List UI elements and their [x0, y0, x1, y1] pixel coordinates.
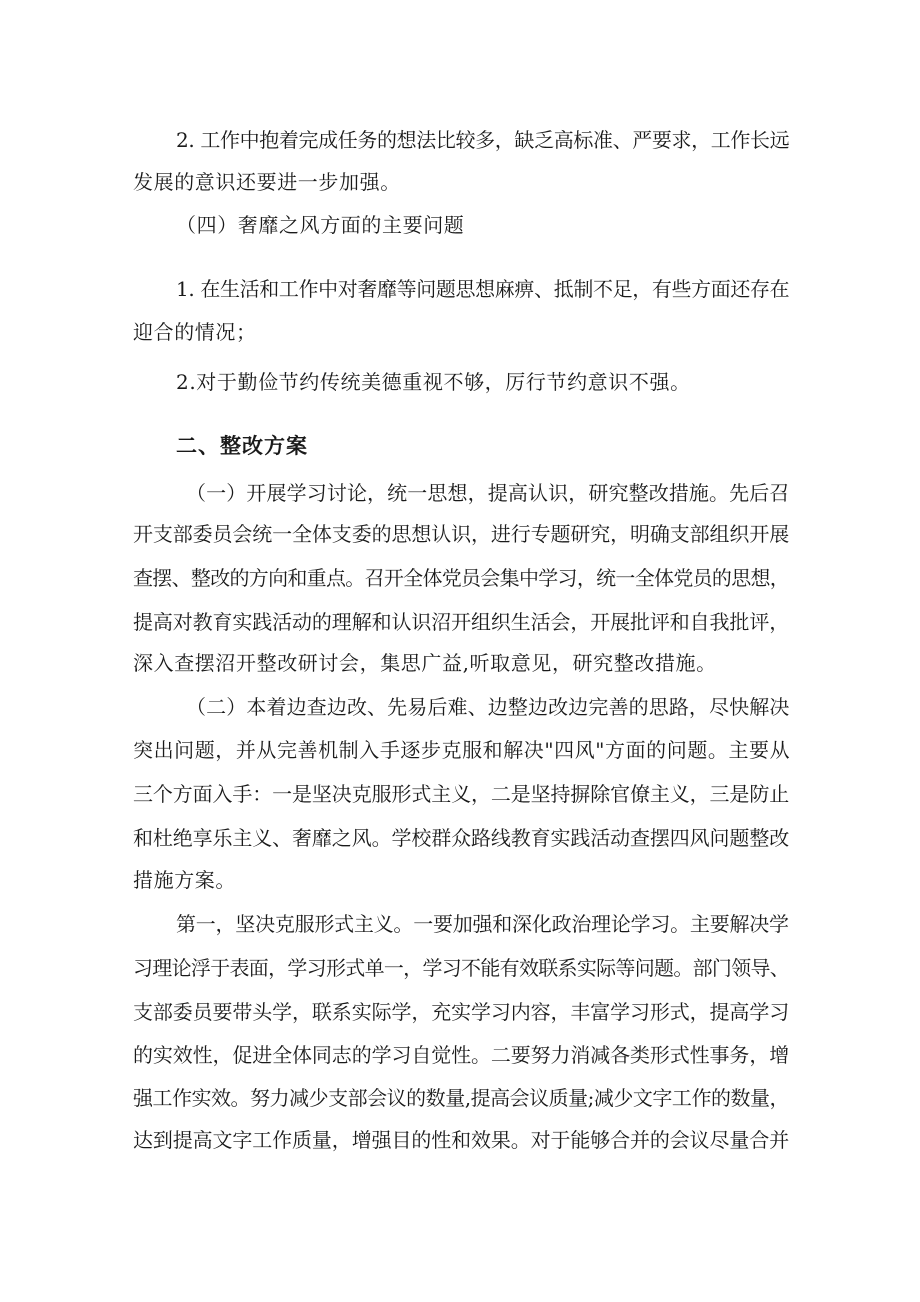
list-item-line: 迎合的情况； — [133, 320, 257, 344]
list-item-line: 2.对于勤俭节约传统美德重视不够，厉行节约意识不强。 — [176, 370, 691, 394]
paragraph-line: 强工作实效。努力减少支部会议的数量,提高会议质量;减少文字工作的数量， — [133, 1086, 790, 1110]
paragraph-line: 的实效性，促进全体同志的学习自觉性。二要努力消减各类形式性事务，增 — [133, 1043, 790, 1067]
paragraph-line: 提高对教育实践活动的理解和认识沼开组织生活会，开展批评和自我批评， — [133, 610, 790, 634]
paragraph-line: 达到提高文字工作质量，增强目的性和效果。对于能够合并的会议尽量合并 — [133, 1128, 790, 1152]
paragraph-line: 突出问题，并从完善机制入手逐步克服和解决"四风"方面的问题。主要从 — [133, 738, 791, 762]
section-heading: 二、整改方案 — [176, 434, 308, 458]
paragraph-line: 深入查摆沼开整改研讨会，集思广益,听取意见，研究整改措施。 — [133, 651, 717, 675]
paragraph-line: 和杜绝享乐主义、奢靡之风。学校群众路线教育实践活动查摆四风问题整改 — [133, 826, 790, 850]
paragraph-line: （二）本着边查边改、先易后难、边整边改边完善的思路，尽快解决 — [186, 695, 790, 719]
paragraph-line: 查摆、整改的方向和重点。召开全体党员会集中学习，统一全体党员的思想， — [133, 566, 790, 590]
list-item-line: 2. 工作中抱着完成任务的想法比较多，缺乏高标准、严要求，工作长远 — [176, 128, 790, 152]
paragraph-line: 支部委员要带头学，联系实际学，充实学习内容，丰富学习形式，提高学习 — [133, 1000, 790, 1024]
paragraph-line: 第一，坚决克服形式主义。一要加强和深化政治理论学习。主要解决学 — [176, 912, 789, 936]
list-item-line: 1. 在生活和工作中对奢靡等问题思想麻痹、抵制不足，有些方面还存在 — [176, 277, 790, 301]
paragraph-line: （一）开展学习讨论，统一思想，提高认识，研究整改措施。先后召 — [186, 481, 790, 505]
paragraph-line: 三个方面入手：一是坚决克服形式主义，二是坚持摒除官僚主义，三是防止 — [133, 782, 790, 806]
paragraph-line: 习理论浮于表面，学习形式单一，学习不能有效联系实际等问题。部门领导、 — [133, 956, 790, 980]
paragraph-line: 措施方案。 — [133, 868, 236, 892]
list-item-line: 发展的意识还要进一步加强。 — [133, 170, 401, 194]
paragraph-line: 开支部委员会统一全体支委的思想认识，进行专题研究，明确支部组织开展 — [133, 522, 790, 546]
subheading: （四）奢靡之风方面的主要问题 — [176, 213, 465, 237]
